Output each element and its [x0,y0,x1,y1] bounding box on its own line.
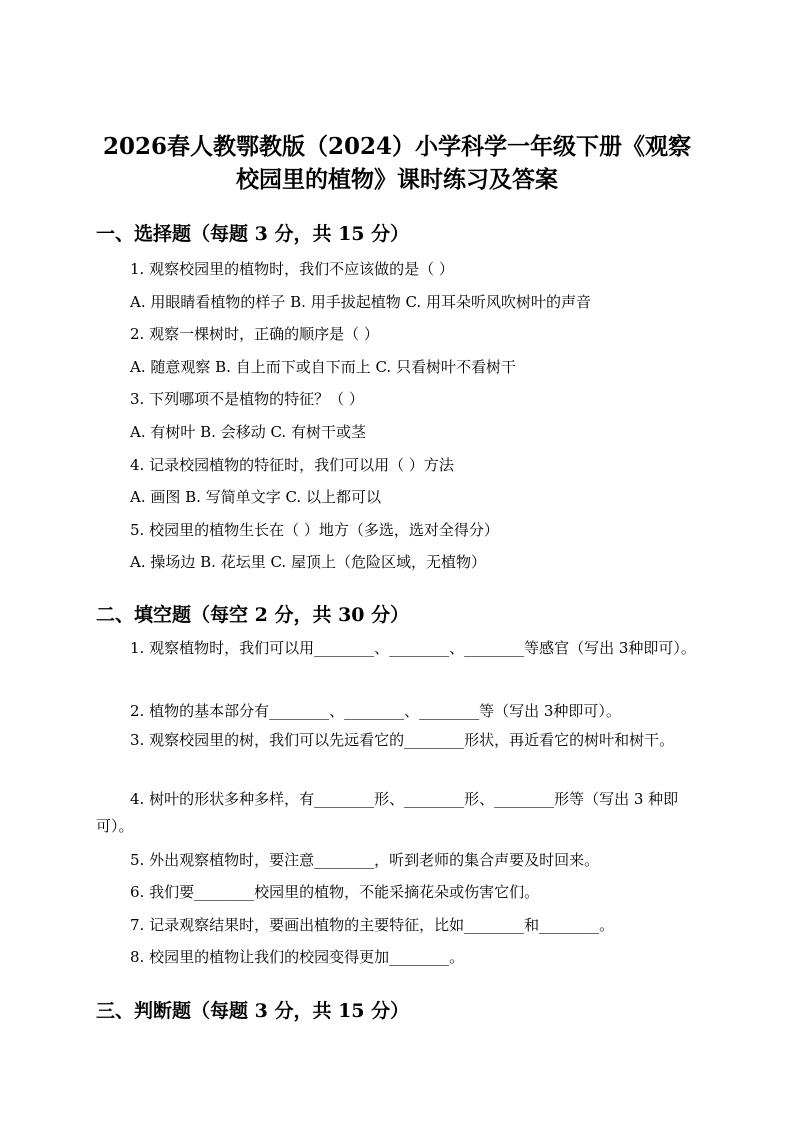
options-1: A. 用眼睛看植物的样子 B. 用手拔起植物 C. 用耳朵听风吹树叶的声音 [130,293,591,311]
fill-question-7: 7. 记录观察结果时，要画出植物的主要特征，比如________和________。 [130,916,615,934]
options-2: A. 随意观察 B. 自上而下或自下而上 C. 只看树叶不看树干 [130,358,516,376]
question-5: 5. 校园里的植物生长在（ ）地方（多选，选对全得分） [130,521,499,539]
options-5: A. 操场边 B. 花坛里 C. 屋顶上（危险区域，无植物） [130,553,486,571]
question-3: 3. 下列哪项不是植物的特征？（ ） [130,390,364,408]
question-2: 2. 观察一棵树时，正确的顺序是（ ） [130,325,379,343]
fill-question-2: 2. 植物的基本部分有________、________、________等（写出 3种即可）。 [130,702,621,720]
options-3: A. 有树叶 B. 会移动 C. 有树干或茎 [130,423,366,441]
options-4: A. 画图 B. 写简单文字 C. 以上都可以 [130,488,381,506]
title-line-1: 2026春人教鄂教版（2024）小学科学一年级下册《观察 [102,133,692,160]
fill-question-1: 1. 观察植物时，我们可以用________、________、________等感官（写出 3种即可）。 [130,639,696,657]
question-1: 1. 观察校园里的植物时，我们不应该做的是（ ） [130,260,454,278]
fill-question-8: 8. 校园里的植物让我们的校园变得更加________。 [130,948,465,966]
page-title [0,130,794,196]
fill-question-3: 3. 观察校园里的树，我们可以先远看它的________形状，再近看它的树叶和树干。 [130,731,675,749]
section-heading-judge: 三、判断题（每题 3 分，共 15 分） [96,1000,410,1022]
question-4: 4. 记录校园植物的特征时，我们可以用（ ）方法 [130,456,454,474]
section-heading-fill: 二、填空题（每空 2 分，共 30 分） [96,604,410,626]
fill-question-5: 5. 外出观察植物时，要注意________，听到老师的集合声要及时回来。 [130,851,600,869]
fill-question-6: 6. 我们要________校园里的植物，不能采摘花朵或伤害它们。 [130,883,540,901]
fill-question-4: 4. 树叶的形状多种多样，有________形、________形、________形等（写出 3 种即可）。 [96,790,679,835]
section-heading-choice: 一、选择题（每题 3 分，共 15 分） [96,223,410,245]
title-line-2: 校园里的植物》课时练习及答案 [236,166,558,193]
